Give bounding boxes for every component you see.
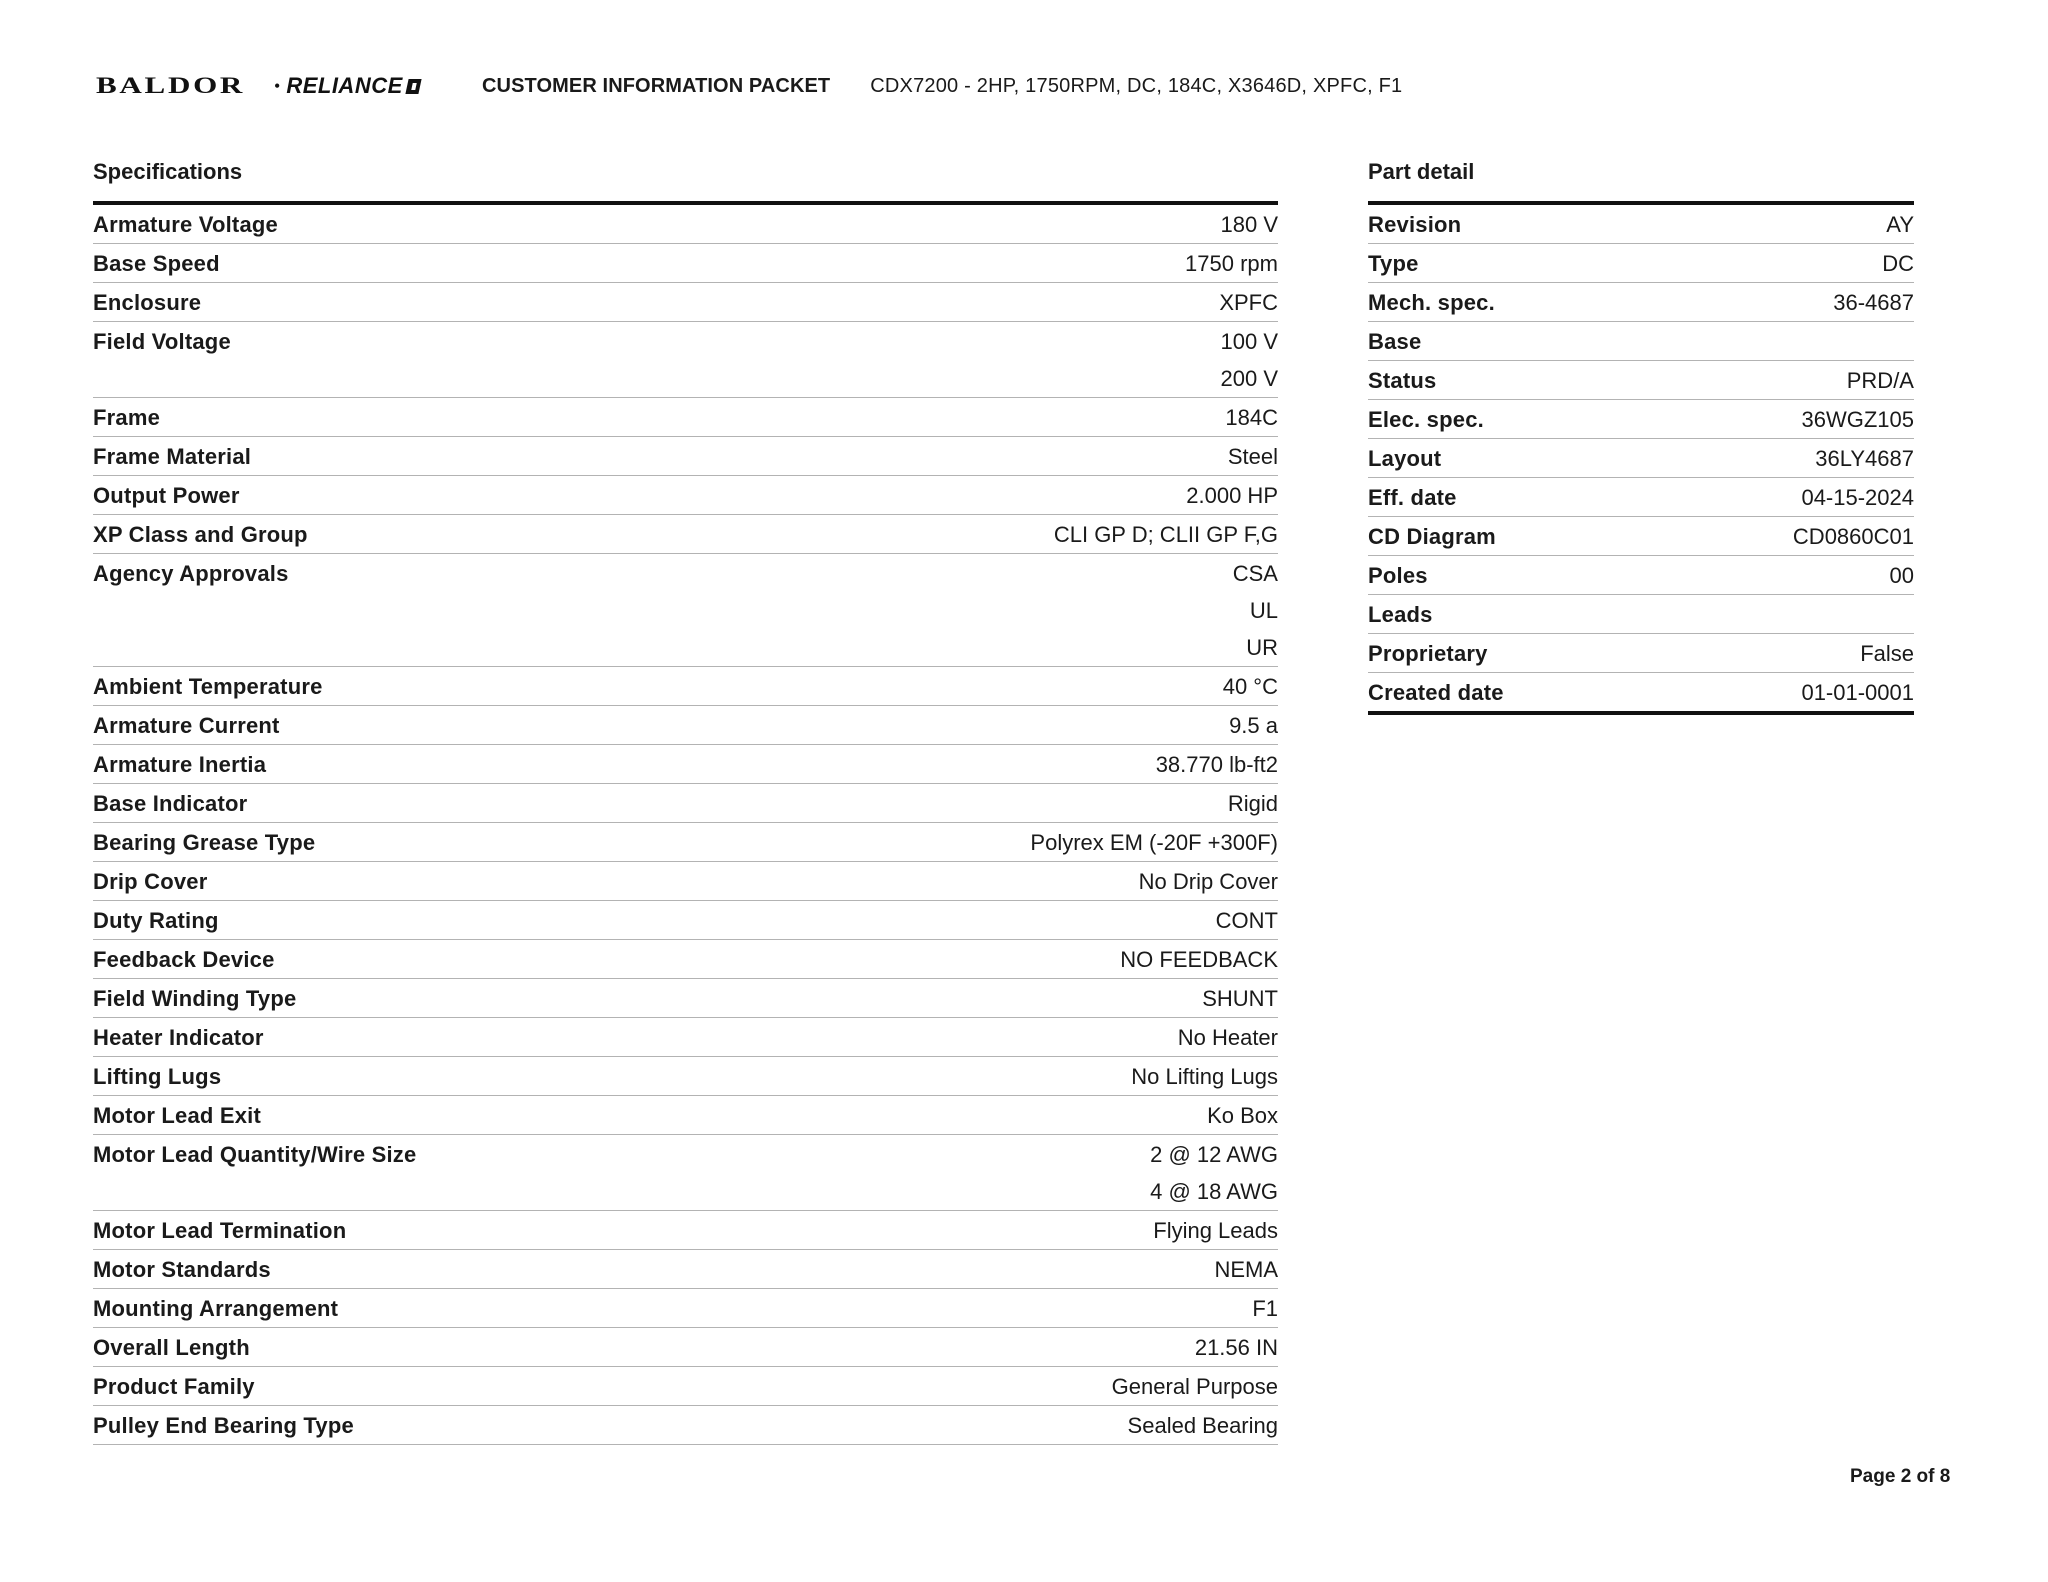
- row-value: 00: [1889, 563, 1914, 588]
- logo-reliance-text: RELIANCE: [286, 73, 403, 98]
- part-detail-section: [1368, 158, 1914, 715]
- logo-right-part: [268, 68, 420, 104]
- row-values: [1216, 908, 1278, 934]
- table-row: [93, 437, 1278, 476]
- row-label: Enclosure: [93, 290, 202, 315]
- row-values: [1228, 791, 1278, 817]
- row-value: PRD/A: [1846, 368, 1914, 393]
- row-value: 2 @ 12 AWG: [1150, 1142, 1278, 1167]
- row-label: XP Class and Group: [93, 522, 308, 547]
- row-values: [1793, 524, 1914, 550]
- row-label: Mech. spec.: [1368, 290, 1495, 315]
- row-value: False: [1860, 641, 1914, 666]
- row-values: [1890, 563, 1914, 589]
- row-value: 2.000 HP: [1186, 483, 1278, 508]
- row-label: Revision: [1368, 212, 1462, 237]
- row-value: Flying Leads: [1153, 1218, 1278, 1243]
- row-value: No Lifting Lugs: [1131, 1064, 1278, 1089]
- row-label: Status: [1368, 368, 1437, 393]
- row-value: Rigid: [1227, 791, 1278, 816]
- table-row: [1368, 439, 1914, 478]
- row-value: 21.56 IN: [1194, 1335, 1278, 1360]
- row-values: [1886, 212, 1914, 238]
- row-label: Lifting Lugs: [93, 1064, 222, 1089]
- table-row: [1368, 283, 1914, 322]
- table-row: [93, 1250, 1278, 1289]
- row-value: CONT: [1215, 908, 1278, 933]
- table-row: [93, 745, 1278, 784]
- row-label: Agency Approvals: [93, 561, 289, 586]
- row-value: 36LY4687: [1815, 446, 1914, 471]
- row-values: [1833, 290, 1914, 316]
- row-label: Proprietary: [1368, 641, 1488, 666]
- row-values: [1030, 830, 1278, 856]
- table-row: [1368, 556, 1914, 595]
- table-row: [1368, 361, 1914, 400]
- row-value: CSA: [1232, 561, 1278, 586]
- row-value: Polyrex EM (-20F +300F): [1030, 830, 1278, 855]
- row-values: [1223, 674, 1278, 700]
- row-label: Base: [1368, 329, 1422, 354]
- row-value: NO FEEDBACK: [1120, 947, 1278, 972]
- table-row: [93, 862, 1278, 901]
- row-value: 180 V: [1220, 212, 1278, 237]
- row-label: Overall Length: [93, 1335, 250, 1360]
- row-label: Bearing Grease Type: [93, 830, 316, 855]
- row-values: [1112, 1374, 1278, 1400]
- row-label: Leads: [1368, 602, 1433, 627]
- table-row: [93, 244, 1278, 283]
- logo-baldor-text: BALDOR: [96, 73, 246, 98]
- reliance-mark-icon: [405, 79, 421, 94]
- table-row: [1368, 673, 1914, 715]
- row-value: No Heater: [1177, 1025, 1278, 1050]
- row-values: [1802, 407, 1915, 433]
- row-label: Armature Current: [93, 713, 280, 738]
- specifications-title: Specifications: [93, 159, 243, 184]
- table-row: [1368, 244, 1914, 283]
- row-values: [1195, 1335, 1278, 1361]
- table-row: [1368, 634, 1914, 673]
- row-values: [1801, 680, 1914, 706]
- row-values: [1860, 641, 1914, 667]
- row-label: Type: [1368, 251, 1419, 276]
- row-label: Field Voltage: [93, 329, 231, 354]
- table-row: [93, 283, 1278, 322]
- row-values: [1214, 1257, 1278, 1283]
- row-values: [1128, 1413, 1278, 1439]
- row-value: 40 °C: [1222, 674, 1278, 699]
- row-label: Heater Indicator: [93, 1025, 264, 1050]
- row-label: Field Winding Type: [93, 986, 297, 1011]
- row-value: CD0860C01: [1792, 524, 1914, 549]
- table-row: [1368, 322, 1914, 361]
- row-value: 184C: [1225, 405, 1278, 430]
- row-values: [1131, 1064, 1278, 1090]
- row-values: [1185, 251, 1278, 277]
- row-values: [1228, 444, 1278, 470]
- row-value: 200 V: [1220, 366, 1278, 391]
- table-row: [93, 554, 1278, 667]
- table-row: [1368, 595, 1914, 634]
- row-value: DC: [1882, 251, 1914, 276]
- table-row: [93, 1135, 1278, 1211]
- specifications-section: [93, 158, 1278, 1445]
- row-values: [1202, 986, 1278, 1012]
- row-values: [1221, 329, 1279, 392]
- row-label: Drip Cover: [93, 869, 208, 894]
- table-row: [93, 1057, 1278, 1096]
- row-label: Ambient Temperature: [93, 674, 323, 699]
- row-label: Armature Voltage: [93, 212, 278, 237]
- specifications-table: [93, 205, 1278, 1445]
- table-row: [93, 1018, 1278, 1057]
- row-value: 9.5 a: [1229, 713, 1278, 738]
- row-label: Armature Inertia: [93, 752, 267, 777]
- row-values: [1233, 561, 1278, 661]
- row-values: [1186, 483, 1278, 509]
- row-values: [1054, 522, 1278, 548]
- row-values: [1219, 290, 1278, 316]
- row-values: [1847, 368, 1914, 394]
- row-label: Created date: [1368, 680, 1504, 705]
- row-label: Eff. date: [1368, 485, 1457, 510]
- row-label: Motor Lead Quantity/Wire Size: [93, 1142, 417, 1167]
- row-value: UL: [1249, 598, 1278, 623]
- row-label: Feedback Device: [93, 947, 275, 972]
- part-detail-title: Part detail: [1368, 159, 1475, 184]
- row-label: Motor Standards: [93, 1257, 271, 1282]
- row-value: Ko Box: [1207, 1103, 1278, 1128]
- table-row: [93, 901, 1278, 940]
- row-label: Layout: [1368, 446, 1442, 471]
- row-value: NEMA: [1214, 1257, 1278, 1282]
- row-label: Motor Lead Termination: [93, 1218, 347, 1243]
- table-row: [93, 205, 1278, 244]
- row-label: CD Diagram: [1368, 524, 1496, 549]
- row-label: Frame: [93, 405, 161, 430]
- table-row: [93, 940, 1278, 979]
- row-value: XPFC: [1219, 290, 1278, 315]
- model-description: CDX7200 - 2HP, 1750RPM, DC, 184C, X3646D, XPFC, F1: [870, 74, 1403, 97]
- table-row: [1368, 478, 1914, 517]
- row-label: Duty Rating: [93, 908, 219, 933]
- row-values: [1207, 1103, 1278, 1129]
- row-values: [1229, 713, 1278, 739]
- row-value: 01-01-0001: [1801, 680, 1914, 705]
- table-row: [93, 322, 1278, 398]
- row-value: No Drip Cover: [1138, 869, 1278, 894]
- table-row: [93, 476, 1278, 515]
- table-row: [93, 979, 1278, 1018]
- table-row: [1368, 400, 1914, 439]
- row-value: 04-15-2024: [1801, 485, 1914, 510]
- part-detail-table: [1368, 205, 1914, 715]
- table-row: [93, 784, 1278, 823]
- row-values: [1815, 446, 1914, 472]
- row-value: CLI GP D; CLII GP F,G: [1053, 522, 1278, 547]
- row-label: Elec. spec.: [1368, 407, 1484, 432]
- row-values: [1139, 869, 1278, 895]
- row-label: Poles: [1368, 563, 1428, 588]
- baldor-reliance-logo: [96, 73, 252, 99]
- row-values: [1178, 1025, 1278, 1051]
- table-row: [1368, 205, 1914, 244]
- row-value: 1750 rpm: [1185, 251, 1278, 276]
- page-header: [96, 68, 252, 104]
- table-row: [93, 398, 1278, 437]
- row-value: 36-4687: [1833, 290, 1914, 315]
- row-label: Output Power: [93, 483, 240, 508]
- table-row: [1368, 517, 1914, 556]
- row-value: SHUNT: [1202, 986, 1278, 1011]
- row-label: Base Speed: [93, 251, 220, 276]
- row-value: F1: [1252, 1296, 1278, 1321]
- row-label: Motor Lead Exit: [93, 1103, 262, 1128]
- row-values: [1156, 752, 1278, 778]
- row-value: 38.770 lb-ft2: [1155, 752, 1278, 777]
- table-row: [93, 1096, 1278, 1135]
- table-row: [93, 1328, 1278, 1367]
- row-value: UR: [1246, 635, 1278, 660]
- row-values: [1150, 1142, 1278, 1205]
- row-values: [1252, 1296, 1278, 1322]
- row-values: [1225, 405, 1278, 431]
- table-row: [93, 667, 1278, 706]
- header-text: [436, 68, 1402, 104]
- row-value: 36WGZ105: [1801, 407, 1914, 432]
- row-value: General Purpose: [1111, 1374, 1278, 1399]
- table-row: [93, 1211, 1278, 1250]
- table-row: [93, 515, 1278, 554]
- table-row: [93, 1406, 1278, 1445]
- table-row: [93, 823, 1278, 862]
- row-value: 100 V: [1220, 329, 1278, 354]
- row-values: [1801, 485, 1914, 511]
- table-row: [93, 706, 1278, 745]
- row-values: [1120, 947, 1278, 973]
- row-values: [1153, 1218, 1278, 1244]
- row-values: [1882, 251, 1914, 277]
- row-value: 4 @ 18 AWG: [1150, 1179, 1278, 1204]
- packet-title: CUSTOMER INFORMATION PACKET: [482, 74, 831, 97]
- row-value: Sealed Bearing: [1127, 1413, 1278, 1438]
- page-number: Page 2 of 8: [1850, 1466, 1951, 1487]
- table-row: [93, 1289, 1278, 1328]
- row-label: Pulley End Bearing Type: [93, 1413, 354, 1438]
- logo-separator: •: [274, 75, 281, 96]
- row-values: [1221, 212, 1279, 238]
- row-label: Product Family: [93, 1374, 255, 1399]
- table-row: [93, 1367, 1278, 1406]
- row-label: Frame Material: [93, 444, 252, 469]
- row-label: Base Indicator: [93, 791, 248, 816]
- row-value: AY: [1886, 212, 1914, 237]
- row-value: Steel: [1227, 444, 1278, 469]
- row-label: Mounting Arrangement: [93, 1296, 339, 1321]
